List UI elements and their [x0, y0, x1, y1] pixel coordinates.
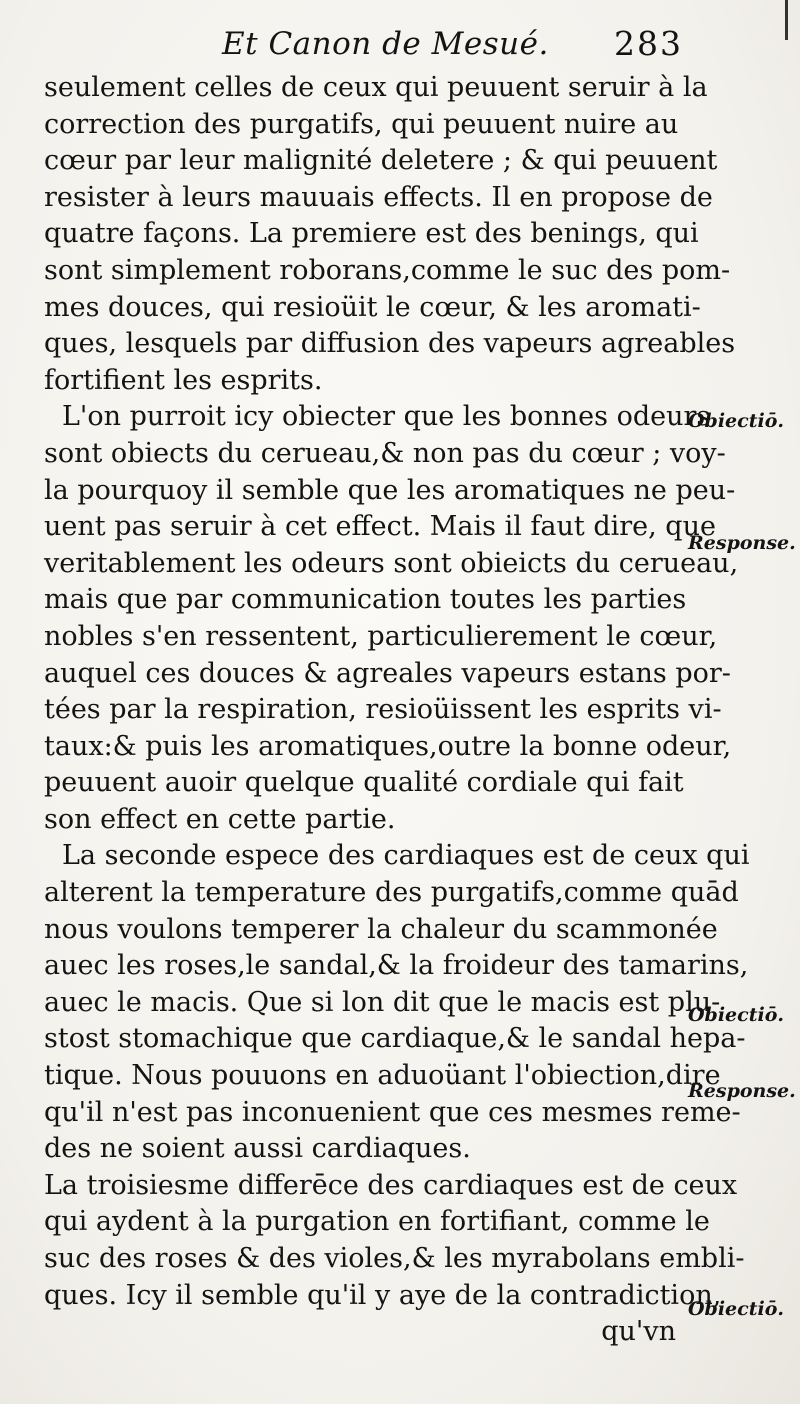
text-line: La seconde espece des cardiaques est de ceux qui — [62, 840, 750, 872]
text-line: son effect en cette partie. — [44, 803, 396, 835]
text-line: peuuent auoir quelque qualité cordiale qui fait — [44, 767, 684, 799]
margin-note-response: Response. — [688, 1080, 796, 1102]
text-line: mes douces, qui resioüit le cœur, & les aromati- — [44, 291, 701, 323]
text-line: qu'il n'est pas inconuenient que ces mesmes reme- — [44, 1096, 741, 1128]
text-line: auec le macis. Que si lon dit que le macis est plu- — [44, 986, 721, 1018]
text-line: ques. Icy il semble qu'il y aye de la contradiction, — [44, 1279, 722, 1311]
text-line: auquel ces douces & agreales vapeurs estans por- — [44, 657, 731, 689]
text-line: nobles s'en ressentent, particulierement le cœur, — [44, 620, 718, 652]
text-line: correction des purgatifs, qui peuuent nuire au — [44, 108, 679, 140]
margin-note-objection: Obiectiō. — [688, 1004, 784, 1026]
text-line: stost stomachique que cardiaque,& le sandal hepa- — [44, 1023, 746, 1055]
running-head: Et Canon de Mesué. — [222, 26, 549, 62]
text-line: suc des roses & des violes,& les myrabolans embli- — [44, 1243, 745, 1274]
margin-note-objection: Obiectiō. — [688, 410, 784, 432]
text-line: des ne soient aussi cardiaques. — [44, 1133, 471, 1165]
margin-note-objection: Obiectiō. — [688, 1298, 784, 1320]
text-line: nous voulons temperer la chaleur du scammonée — [44, 913, 718, 945]
text-line: taux:& puis les aromatiques,outre la bonne odeur, — [44, 730, 732, 762]
text-line: sont obiects du cerueau,& non pas du cœur ; voy- — [44, 437, 726, 469]
text-line: La troisiesme differēce des cardiaques est de ceux — [44, 1169, 738, 1201]
text-line: seulement celles de ceux qui peuuent seruir à la — [44, 72, 708, 103]
text-line: fortifient les esprits. — [44, 364, 323, 396]
catchword: qu'vn — [601, 1316, 676, 1348]
page-number: 283 — [614, 24, 683, 63]
text-line: sont simplement roborans,comme le suc des pom- — [44, 254, 731, 286]
text-line: mais que par communication toutes les parties — [44, 584, 687, 616]
text-line: qui aydent à la purgation en fortifiant, comme le — [44, 1206, 710, 1238]
page-header — [0, 22, 800, 66]
text-line: quatre façons. La premiere est des benings, qui — [44, 218, 699, 250]
text-line: L'on purroit icy obiecter que les bonnes odeurs — [62, 401, 711, 433]
text-line: cœur par leur malignité deletere ; & qui peuuent — [44, 145, 718, 177]
text-line: tique. Nous pouuons en aduoüant l'obiection,dire — [44, 1060, 721, 1092]
text-line: veritablement les odeurs sont obieicts du cerueau, — [44, 547, 739, 579]
text-line: auec les roses,le sandal,& la froideur des tamarins, — [44, 950, 749, 982]
text-line: alterent la temperature des purgatifs,comme quād — [44, 877, 739, 909]
text-line: resister à leurs mauuais effects. Il en propose de — [44, 181, 713, 213]
text-line: tées par la respiration, resioüissent les esprits vi- — [44, 694, 722, 726]
text-line: uent pas seruir à cet effect. Mais il faut dire, que — [44, 511, 716, 543]
text-line: ques, lesquels par diffusion des vapeurs agreables — [44, 328, 736, 360]
margin-note-response: Response. — [688, 532, 796, 554]
text-line: la pourquoy il semble que les aromatiques ne peu- — [44, 474, 736, 506]
